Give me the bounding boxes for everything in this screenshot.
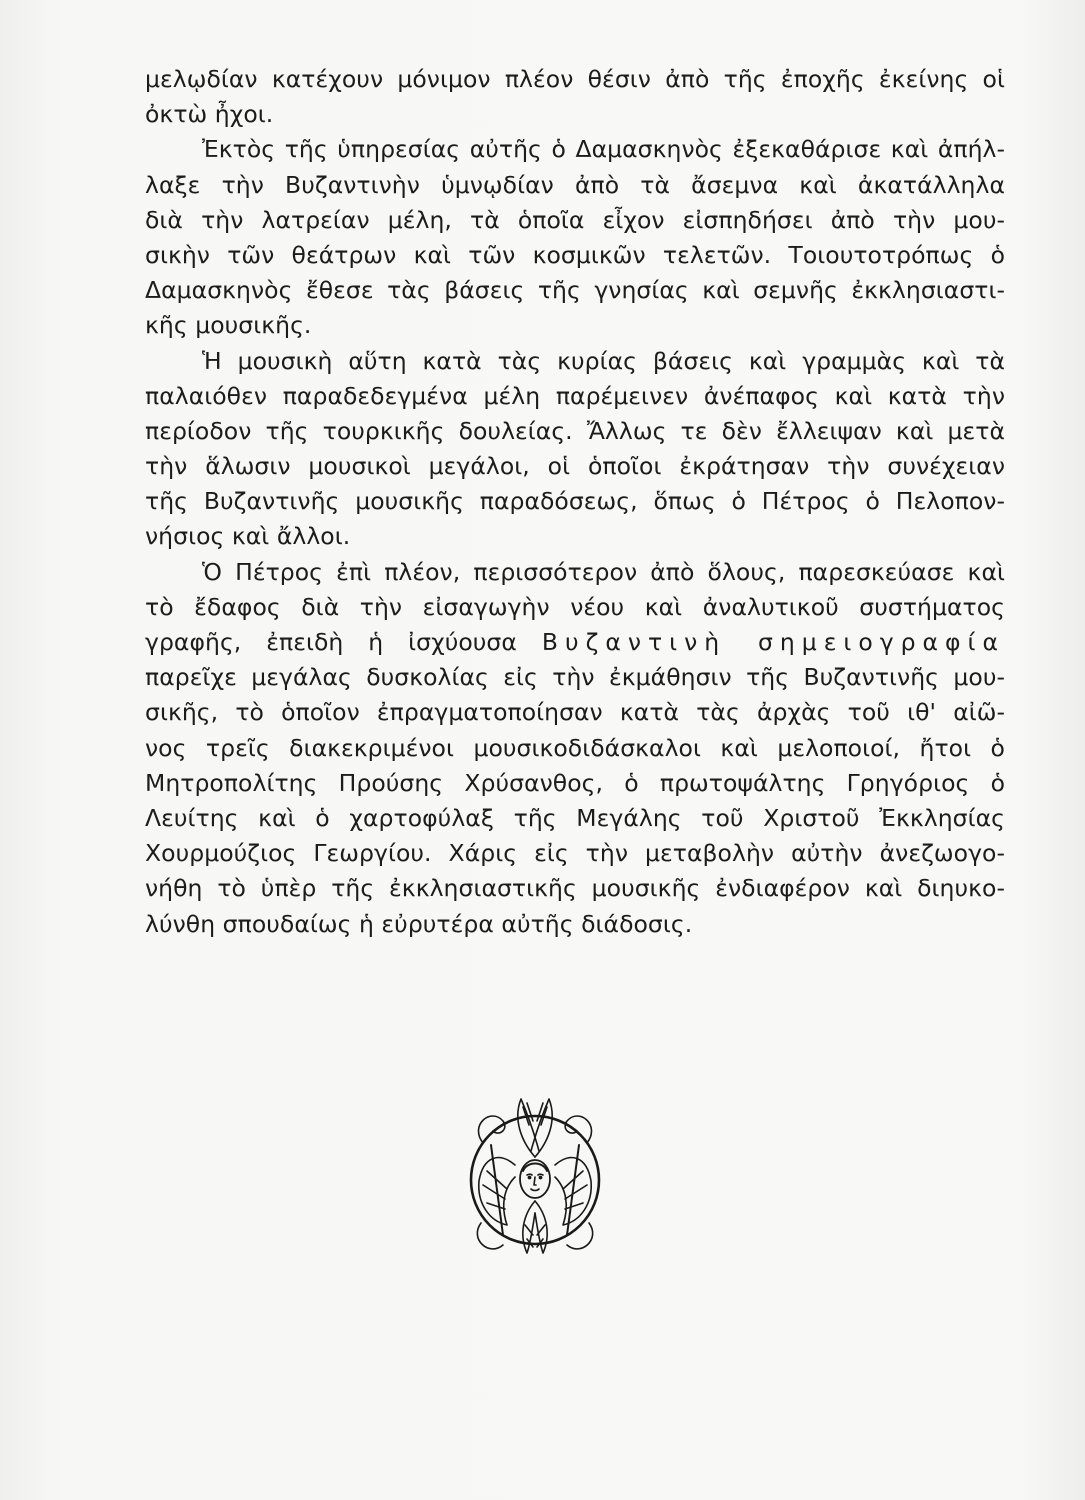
paragraph xyxy=(145,344,1005,555)
text-line: Ὁ Πέτρος ἐπὶ πλέον, περισσότερον ἀπὸ ὅλους, παρεσκεύασε καὶ xyxy=(202,557,1005,586)
text-line: παρεῖχε μεγάλας δυσκολίας εἰς τὴν ἐκμάθησιν τῆς Βυζαντινῆς μου- xyxy=(145,663,1005,692)
text-line: Δαμασκηνὸς ἔθεσε τὰς βάσεις τῆς γνησίας καὶ σεμνῆς ἐκκλησιαστι- xyxy=(145,276,1005,305)
text-line: σικὴν τῶν θεάτρων καὶ τῶν κοσμικῶν τελετῶν. Τοιουτοτρόπως ὁ xyxy=(145,240,1005,269)
text-line: παλαιόθεν παραδεδεγμένα μέλη παρέμεινεν ἀνέπαφος καὶ κατὰ τὴν xyxy=(145,381,1005,410)
text-line: Χουρμούζιος Γεωργίου. Χάρις εἰς τὴν μεταβολὴν αὐτὴν ἀνεζωογο- xyxy=(145,839,1005,868)
text-line: Ἡ μουσικὴ αὕτη κατὰ τὰς κυρίας βάσεις καὶ γραμμὰς καὶ τὰ xyxy=(202,346,1005,375)
text-line: σικῆς, τὸ ὁποῖον ἐπραγματοποίησαν κατὰ τὰς ἀρχὰς τοῦ ιθ' αἰῶ- xyxy=(145,698,1005,727)
text-line: Λευίτης καὶ ὁ χαρτοφύλαξ τῆς Μεγάλης τοῦ Χριστοῦ Ἐκκλησίας xyxy=(145,803,1005,832)
text-line: τὴν ἅλωσιν μουσικοὶ μεγάλοι, οἱ ὁποῖοι ἐκράτησαν τὴν συνέχειαν xyxy=(145,452,1005,481)
text-line: κῆς μουσικῆς. xyxy=(145,311,312,340)
body-text xyxy=(145,62,1005,942)
text-line: λαξε τὴν Βυζαντινὴν ὑμνῳδίαν ἀπὸ τὰ ἄσεμνα καὶ ἀκατάλληλα xyxy=(145,170,1005,199)
text-line: λύνθη σπουδαίως ἡ εὐρυτέρα αὐτῆς διάδοσις. xyxy=(145,909,693,938)
text-line: γραφῆς, ἐπειδὴ ἡ ἰσχύουσα Βυζαντινὴ σημειογραφία xyxy=(145,628,1005,656)
text-line: ὀκτὼ ἦχοι. xyxy=(145,100,274,129)
text-line: νος τρεῖς διακεκριμένοι μουσικοδιδάσκαλοι καὶ μελοποιοί, ἤτοι ὁ xyxy=(145,733,1005,762)
text-line: τὸ ἔδαφος διὰ τὴν εἰσαγωγὴν νέου καὶ ἀναλυτικοῦ συστήματος xyxy=(145,592,1005,621)
text-line: νήθη τὸ ὑπὲρ τῆς ἐκκλησιαστικῆς μουσικῆς ἐνδιαφέρον καὶ διηυκο- xyxy=(145,874,1005,903)
text-line: διὰ τὴν λατρείαν μέλη, τὰ ὁποῖα εἶχον εἰσπηδήσει ἀπὸ τὴν μου- xyxy=(145,205,1005,234)
paragraph xyxy=(145,132,1005,343)
paragraph xyxy=(145,555,1005,942)
spaced-emphasis: Βυζαντινὴ σημειογραφία xyxy=(541,628,1005,656)
text-line: νήσιος καὶ ἄλλοι. xyxy=(145,522,351,551)
text-line: τῆς Βυζαντινῆς μουσικῆς παραδόσεως, ὅπως ὁ Πέτρος ὁ Πελοπον- xyxy=(145,487,1005,516)
text-line: μελῳδίαν κατέχουν μόνιμον πλέον θέσιν ἀπὸ τῆς ἐποχῆς ἐκείνης οἱ xyxy=(145,65,1005,93)
text-line: περίοδον τῆς τουρκικῆς δουλείας. Ἄλλως τε δὲν ἔλλειψαν καὶ μετὰ xyxy=(145,416,1005,445)
text-line: Ἐκτὸς τῆς ὑπηρεσίας αὐτῆς ὁ Δαμασκηνὸς ἐξεκαθάρισε καὶ ἀπήλ- xyxy=(202,135,1005,164)
text-line: Μητροπολίτης Προύσης Χρύσανθος, ὁ πρωτοψάλτης Γρηγόριος ὁ xyxy=(145,768,1005,797)
paragraph xyxy=(145,62,1005,132)
seraph-ornament-icon xyxy=(463,1085,608,1275)
